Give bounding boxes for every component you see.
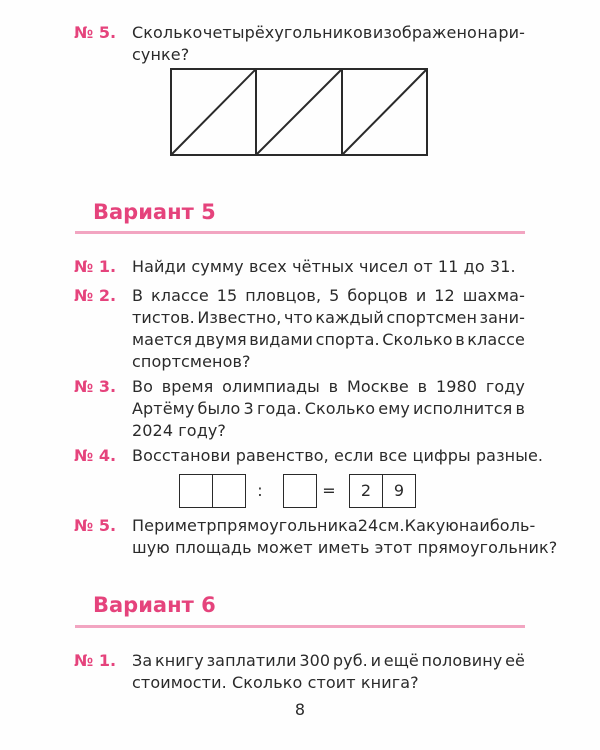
problem-text: [132, 445, 544, 467]
problem-number: № 5.: [74, 516, 117, 535]
text-line: стоимости. Сколько стоит книга?: [132, 673, 419, 692]
text-line: шую площадь может иметь этот прямоугольник?: [132, 538, 558, 557]
problem-number: № 2.: [74, 286, 117, 305]
digit-box-result: 2: [349, 474, 383, 508]
variant-title: Вариант 6: [93, 593, 216, 617]
text-line: Во время олимпиады в Москве в 1980 году: [132, 377, 525, 396]
problem-number: № 1.: [74, 651, 117, 670]
text-line: сунке?: [132, 45, 190, 64]
problem-text: [132, 650, 525, 694]
text-line: Восстанови равенство, если все цифры разные.: [132, 446, 544, 465]
digit-box-result: 9: [382, 474, 416, 508]
problem-text: [132, 22, 525, 66]
text-line: За книгу заплатили 300 руб. и ещё половину её: [132, 651, 525, 670]
text-line: спортсменов?: [132, 352, 251, 371]
digit-box-empty[interactable]: [283, 474, 317, 508]
problem-number: № 1.: [74, 257, 117, 276]
diagonal-line: [256, 69, 342, 155]
problem-text: [132, 515, 558, 559]
text-line: 2024 году?: [132, 421, 227, 440]
digit-box-empty[interactable]: [179, 474, 213, 508]
diagonal-line: [171, 69, 256, 155]
equals-sign: =: [322, 481, 336, 500]
divide-sign: :: [257, 481, 263, 500]
section-rule: [75, 231, 525, 234]
page-number: 8: [294, 700, 306, 719]
problem-text: [132, 256, 525, 278]
digit-box-empty[interactable]: [212, 474, 246, 508]
text-line: Периметр прямоугольника 24 см. Какую наиболь-: [132, 516, 536, 535]
quadrilaterals-figure: [170, 68, 428, 156]
problem-number: № 4.: [74, 446, 117, 465]
text-line: тистов. Известно, что каждый спортсмен зани-: [132, 308, 525, 327]
text-line: Найди сумму всех чётных чисел от 11 до 31.: [132, 257, 516, 276]
diagonal-line: [342, 69, 427, 155]
problem-text: [132, 285, 525, 373]
problem-number: № 3.: [74, 377, 117, 396]
variant-title: Вариант 5: [93, 200, 216, 224]
text-line: Сколько четырёхугольников изображено на ри-: [132, 23, 525, 42]
problem-number: № 5.: [74, 23, 117, 42]
section-rule: [75, 625, 525, 628]
text-line: мается двумя видами спорта. Сколько в классе: [132, 330, 525, 349]
text-line: В классе 15 пловцов, 5 борцов и 12 шахма-: [132, 286, 525, 305]
text-line: Артёму было 3 года. Сколько ему исполнится в: [132, 399, 525, 418]
problem-text: [132, 376, 525, 442]
